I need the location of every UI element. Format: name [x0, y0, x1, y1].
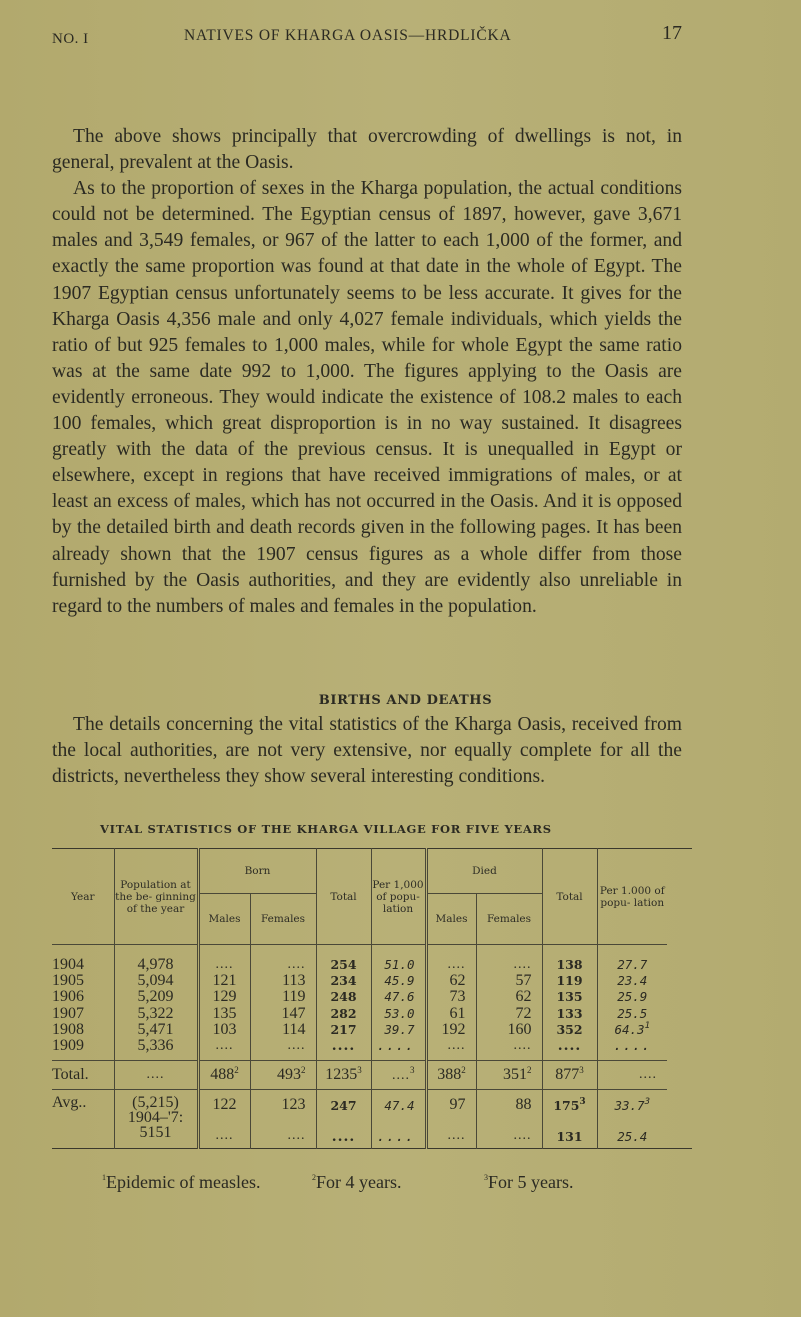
- died-total-column: 138 119 135 133 352 ....: [542, 945, 597, 1061]
- average-row: [52, 1090, 692, 1149]
- section-heading: BIRTHS AND DEATHS: [318, 693, 493, 708]
- footnote-ref: 1: [644, 1020, 651, 1031]
- table-header-row: [52, 849, 692, 894]
- paragraph: The above shows principally that overcrowding of dwellings is not, in general, prevalent at the Oasis.: [52, 126, 682, 174]
- total-died-total: $877^3$: [542, 1061, 597, 1090]
- total-died-per-1000: ....: [597, 1061, 667, 1090]
- avg-born-per-1000: 47.4 ....: [371, 1090, 426, 1149]
- col-header-population: Population at the be- ginning of the year: [114, 849, 198, 945]
- col-header-died-total: Total: [542, 849, 597, 945]
- vital-statistics-table: [52, 848, 692, 1149]
- section-body: [52, 712, 682, 790]
- died-females-column: .... 57 62 72 160 ....: [476, 945, 542, 1061]
- avg-born-total: 247 ....: [316, 1090, 371, 1149]
- col-header-year: Year: [52, 849, 114, 945]
- born-total-column: 254 234 248 282 217 ....: [316, 945, 371, 1061]
- avg-died-males: 97 ....: [426, 1090, 476, 1149]
- body-text: [52, 124, 682, 620]
- col-header-born-per-1000: Per 1,000 of popu- lation: [371, 849, 426, 945]
- footnote: $^3$For 5 years.: [484, 1172, 574, 1192]
- died-males-column: .... 62 73 61 192 ....: [426, 945, 476, 1061]
- population-column: 4,978 5,094 5,209 5,322 5,471 5,336: [114, 945, 198, 1061]
- col-header-born-females: Females: [250, 894, 316, 945]
- table-title: VITAL STATISTICS OF THE KHARGA VILLAGE FOR FIVE YEARS: [100, 822, 552, 836]
- born-per-1000-column: 51.0 45.9 47.6 53.0 39.7 ....: [371, 945, 426, 1061]
- total-born-males: $488^2$: [198, 1061, 250, 1090]
- avg-died-total: $175^3$ 131: [542, 1090, 597, 1149]
- col-header-died: Died: [426, 849, 542, 894]
- col-header-died-males: Males: [426, 894, 476, 945]
- col-header-born-males: Males: [198, 894, 250, 945]
- total-population: ....: [114, 1061, 198, 1090]
- total-label: Total.: [52, 1061, 114, 1090]
- running-title: NATIVES OF KHARGA OASIS—HRDLIČKA: [184, 27, 512, 44]
- avg-died-per-1000: 33.7$^3$ 25.4: [597, 1090, 667, 1149]
- footnote: $^1$Epidemic of measles.: [102, 1172, 261, 1192]
- page-number: 17: [662, 22, 682, 44]
- col-header-died-females: Females: [476, 894, 542, 945]
- total-born-females: $493^2$: [250, 1061, 316, 1090]
- issue-number: NO. I: [52, 31, 89, 47]
- year-column: 1904 1905 1906 1907 1908 1909: [52, 956, 84, 1055]
- col-header-born: Born: [198, 849, 316, 894]
- total-died-males: $388^2$: [426, 1061, 476, 1090]
- total-row: [52, 1061, 692, 1090]
- col-header-died-per-1000: Per 1.000 of popu- lation: [597, 849, 667, 945]
- paragraph: The details concerning the vital statistics of the Kharga Oasis, received from the local authorities, are not very extensive, nor equally complete for all the districts, nevertheless they show several interesting conditions.: [52, 714, 682, 788]
- total-born-per-1000: ....$^3$: [371, 1061, 426, 1090]
- col-header-born-total: Total: [316, 849, 371, 945]
- paragraph: As to the proportion of sexes in the Kharga population, the actual conditions could not be determined. The Egyptian census of 1897, however, gave 3,671 males and 3,549 females, or 967 of the latter to each 1,000 of the former, and exactly the same proportion was found at that date in the whole of Egypt. The 1907 Egyptian census unfortunately seems to be less accurate. It gives for the Kharga Oasis 4,356 male and only 4,027 female individuals, which yields the ratio of but 925 females to 1,000 males, while for whole Egypt the same ratio was at the same date 992 to 1,000. The figures applying to the Oasis are evidently erroneous. They would indicate the existence of 108.2 males to each 100 females, which great disproportion is in no way sustained. It disagrees greatly with the data of the previous census. It is unequalled in Egypt or elsewhere, except in regions that have received immigrations of males, or at least an excess of males, which has not occurred in the Oasis. And it is opposed by the detailed birth and death records given in the following pages. It has been already shown that the 1907 census figures as a whole differ from those furnished by the Oasis authorities, and they are evidently also unreliable in regard to the numbers of males and females in the population.: [52, 178, 682, 617]
- page-header: [52, 22, 692, 52]
- avg-died-females: 88 ....: [476, 1090, 542, 1149]
- avg-label: Avg..: [52, 1090, 114, 1149]
- footnote: $^2$For 4 years.: [312, 1172, 402, 1192]
- avg-born-males: 122 ....: [198, 1090, 250, 1149]
- born-females-column: .... 113 119 147 114 ....: [250, 945, 316, 1061]
- total-died-females: $351^2$: [476, 1061, 542, 1090]
- avg-born-females: 123 ....: [250, 1090, 316, 1149]
- avg-population: (5,215) 1904–'7: 5151: [114, 1090, 198, 1149]
- born-males-column: .... 121 129 135 103 ....: [198, 945, 250, 1061]
- total-born-total: 1235$^3$: [316, 1061, 371, 1090]
- died-per-1000-column: 27.7 23.4 25.9 25.5 64.3$^1$ ....: [597, 945, 667, 1061]
- year-rows: [52, 945, 692, 1061]
